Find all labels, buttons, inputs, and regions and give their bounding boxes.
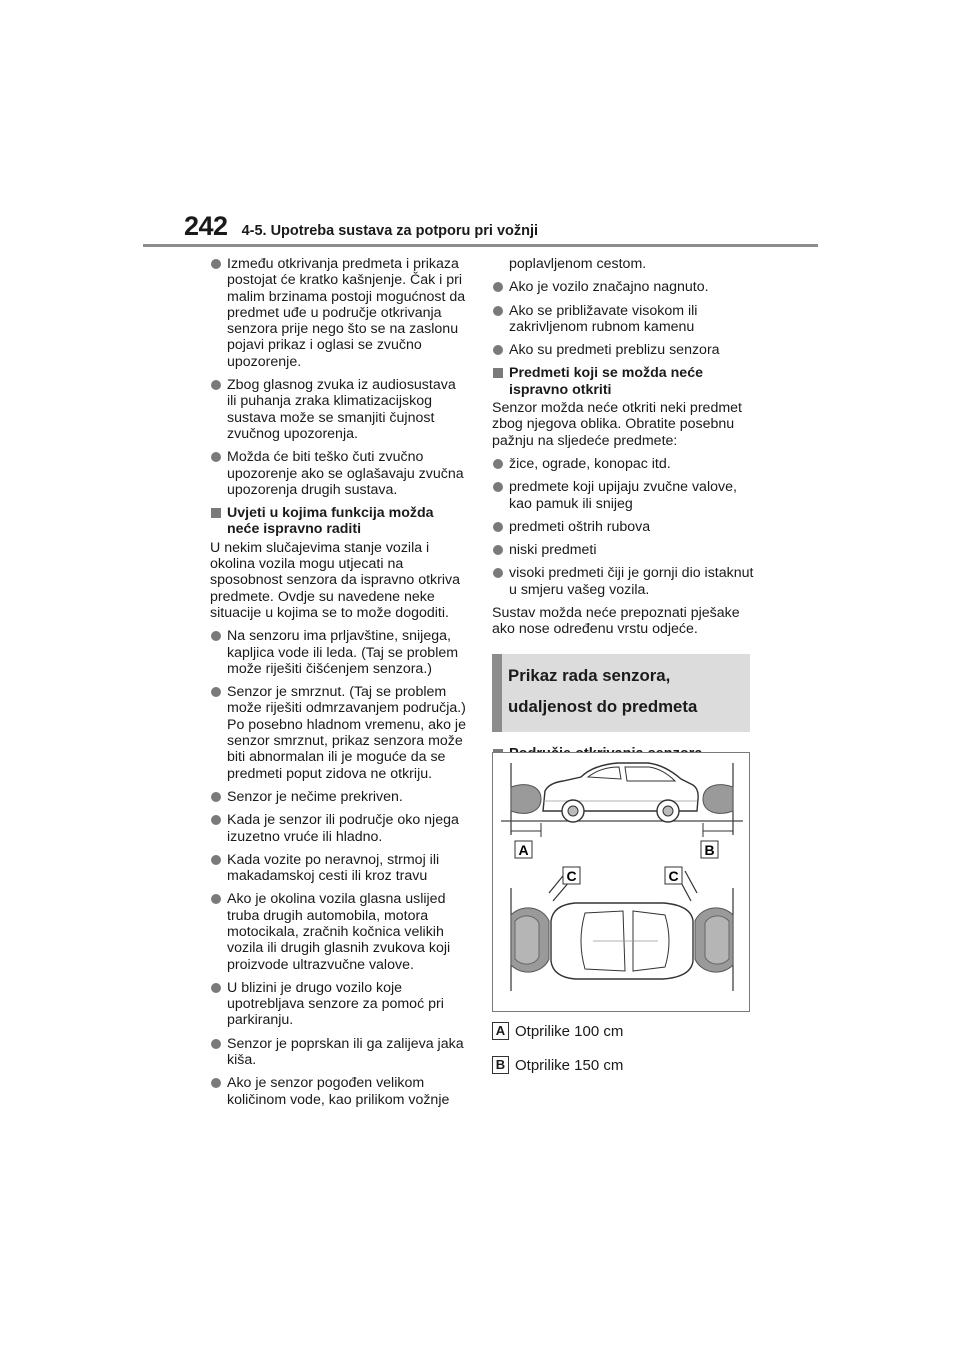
- right-column: [492, 256, 754, 762]
- bullet-item: niski predmeti: [492, 542, 754, 558]
- subheading-objects: Predmeti koji se možda neće ispravno otkriti: [492, 365, 754, 398]
- label-c-right: C: [668, 868, 679, 884]
- sensor-wave-rear-top: [695, 908, 733, 972]
- pointer-line-right-2: [685, 871, 697, 893]
- bullet-item: Zbog glasnog zvuka iz audiosustava ili puhanja zraka klimatizacijskog sustava može se smanjiti čujnost zvučnog upozorenja.: [210, 377, 466, 442]
- bullet-item: predmete koji upijaju zvučne valove, kao pamuk ili snijeg: [492, 479, 754, 512]
- header-divider: [143, 244, 818, 247]
- paragraph-closing: Sustav možda neće prepoznati pješake ako nose određenu vrstu odjeće.: [492, 605, 740, 638]
- bullet-item: Senzor je nečime prekriven.: [210, 789, 466, 805]
- bullet-item: predmeti oštrih rubova: [492, 519, 754, 535]
- bullet-item: Ako se približavate visokom ili zakrivljenom rubnom kamenu: [492, 303, 754, 336]
- bullet-item: Ako je senzor pogođen velikom količinom vode, kao prilikom vožnje: [210, 1075, 466, 1108]
- bullet-item: U blizini je drugo vozilo koje upotrebljava senzore za pomoć pri parkiranju.: [210, 980, 466, 1029]
- legend-key-b: B: [492, 1056, 509, 1074]
- bullet-item: Kada je senzor ili područje oko njega izuzetno vruće ili hladno.: [210, 812, 466, 845]
- label-a: A: [518, 842, 529, 858]
- section-heading: Prikaz rada senzora, udaljenost do predmeta: [508, 665, 698, 716]
- sensor-wave-rear-side: [703, 785, 733, 814]
- bullet-item: Možda će biti teško čuti zvučno upozorenje ako se oglašavaju zvučna upozorenja drugih sustava.: [210, 449, 466, 498]
- sensor-detection-diagram: [492, 752, 750, 1012]
- bullet-item: Između otkrivanja predmeta i prikaza postojat će kratko kašnjenje. Čak i pri malim brzinama postoji mogućnost da predmet uđe u područje otkrivanja senzora prije nego što se na zaslonu pojavi prikaz i oglasi se zvučno upozorenje.: [210, 256, 466, 370]
- bullet-item: Senzor je smrznut. (Taj se problem može riješiti odmrzavanjem područja.) Po posebno hladnom vremenu, ako je senzor smrznut, prikaz senzora može biti abnormalan ili je moguće da se predmeti poput zidova ne otkriju.: [210, 684, 466, 782]
- sensor-wave-front-top: [511, 908, 549, 972]
- bullet-item: Ako je vozilo značajno nagnuto.: [492, 279, 754, 295]
- subheading-conditions: Uvjeti u kojima funkcija možda neće ispravno raditi: [210, 505, 466, 538]
- bullet-item: Ako je okolina vozila glasna uslijed truba drugih automobila, motora motocikala, zračnih kočnica velikih vozila ili drugih glasnih zvukova koji proizvode ultrazvučne valove.: [210, 891, 466, 972]
- bullet-item: Ako su predmeti preblizu senzora: [492, 342, 754, 358]
- legend-item-a: [492, 1022, 623, 1040]
- left-column: [210, 256, 466, 1115]
- car-top-icon: [551, 903, 693, 979]
- bullet-continuation: poplavljenom cestom.: [509, 256, 647, 272]
- paragraph-conditions: U nekim slučajevima stanje vozila i okolina vozila mogu utjecati na sposobnost senzora da ispravno otkriva predmete. Ovdje su navedene neke situacije u kojima se to može dogoditi.: [210, 539, 460, 621]
- legend-text-a: Otprilike 100 cm: [515, 1022, 624, 1040]
- label-c-left: C: [566, 868, 577, 884]
- legend-text-b: Otprilike 150 cm: [515, 1056, 624, 1074]
- paragraph-objects: Senzor možda neće otkriti neki predmet zbog njegova oblika. Obratite posebnu pažnju na sljedeće predmete:: [492, 400, 742, 449]
- legend-item-b: [492, 1056, 623, 1074]
- page-header: [184, 211, 538, 242]
- section-title: 4-5. Upotreba sustava za potporu pri vožnji: [241, 223, 539, 239]
- bullet-item: Kada vozite po neravnoj, strmoj ili makadamskoj cesti ili kroz travu: [210, 852, 466, 885]
- sensor-wave-front-side: [511, 785, 541, 814]
- bullet-item: žice, ograde, konopac itd.: [492, 456, 754, 472]
- sensor-diagram-svg: [493, 753, 749, 1011]
- page-number: 242: [184, 211, 228, 241]
- bullet-item: visoki predmeti čiji je gornji dio istaknut u smjeru vašeg vozila.: [492, 565, 754, 598]
- car-side-icon: [543, 763, 698, 822]
- label-b: B: [704, 842, 715, 858]
- legend-key-a: A: [492, 1022, 509, 1040]
- section-heading-box: [492, 654, 750, 732]
- bullet-item: Senzor je poprskan ili ga zalijeva jaka kiša.: [210, 1036, 466, 1069]
- bullet-item: Na senzoru ima prljavštine, snijega, kapljica vode ili leda. (Taj se problem može riješiti čišćenjem senzora.): [210, 628, 466, 677]
